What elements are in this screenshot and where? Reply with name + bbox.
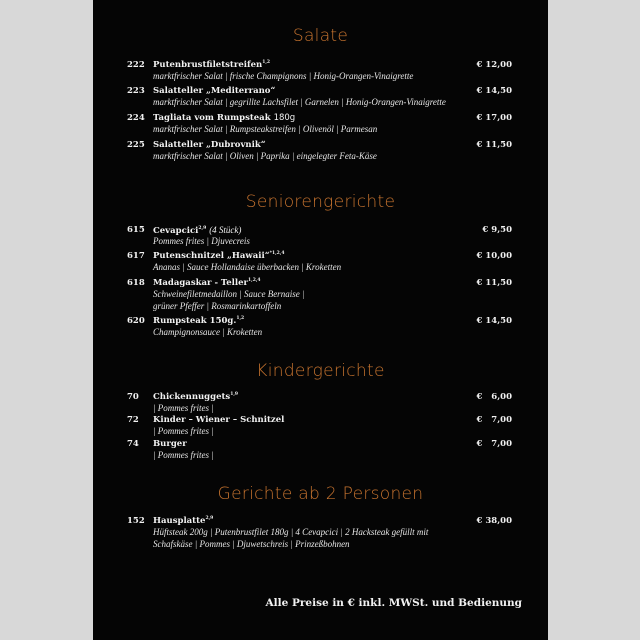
- item-description: Champignonsauce | Kroketten: [153, 327, 263, 337]
- item-price: € 10,00: [476, 251, 512, 261]
- item-name: Putenschnitzel „Hawaii“: [153, 251, 270, 261]
- item-name-line: [153, 316, 244, 326]
- item-name: Chickennuggets: [153, 392, 231, 402]
- item-description: | Pommes frites |: [153, 450, 214, 460]
- allergen-codes: 1,2: [262, 60, 271, 65]
- item-description: Pommes frites | Djuvecreis: [153, 236, 250, 246]
- item-name-line: [153, 86, 275, 96]
- item-price: € 7,00: [476, 439, 512, 449]
- item-price: € 7,00: [476, 415, 512, 425]
- item-price: € 12,00: [476, 60, 512, 70]
- item-description: Ananas | Sauce Hollandaise überbacken | Kroketten: [153, 262, 342, 272]
- item-description: marktfrischer Salat | Oliven | Paprika | eingelegter Feta-Käse: [153, 151, 377, 161]
- item-name-line: [153, 278, 261, 288]
- item-name: Putenbrustfiletstreifen: [153, 60, 263, 70]
- menu-page: [93, 0, 548, 640]
- item-name: Salatteller „Mediterrano“: [153, 86, 276, 96]
- item-price: € 9,50: [482, 225, 512, 235]
- item-price: € 14,50: [476, 316, 512, 326]
- item-number: 618: [127, 278, 145, 288]
- item-name: Salatteller „Dubrovnik“: [153, 140, 266, 150]
- item-name-line: [153, 225, 241, 236]
- item-weight: 180g: [273, 113, 296, 123]
- item-name: Kinder – Wiener – Schnitzel: [153, 415, 285, 425]
- item-description: | Pommes frites |: [153, 403, 214, 413]
- item-number: 617: [127, 251, 145, 261]
- item-name-line: [153, 392, 238, 402]
- item-description: Schafskäse | Pommes | Djuwetschreis | Prinzeßbohnen: [153, 538, 350, 549]
- item-number: 620: [127, 316, 145, 326]
- item-name-line: [153, 415, 284, 425]
- section-heading: Kindergerichte: [256, 361, 385, 381]
- item-name-line: [153, 439, 187, 449]
- allergen-codes: 2,9: [205, 516, 214, 521]
- item-note: (4 Stück): [209, 225, 242, 235]
- item-name-line: [153, 60, 270, 70]
- item-number: 223: [127, 86, 145, 96]
- item-price: € 11,50: [476, 278, 512, 288]
- item-price: € 14,50: [476, 86, 512, 96]
- item-number: 224: [127, 113, 145, 123]
- section-heading: Gerichte ab 2 Personen: [217, 484, 424, 504]
- item-name-line: [153, 516, 213, 526]
- item-description: marktfrischer Salat | Rumpsteakstreifen | Olivenöl | Parmesan: [153, 124, 378, 134]
- item-name-line: [153, 251, 284, 261]
- item-description: grüner Pfeffer | Rosmarinkartoffeln: [153, 300, 282, 311]
- item-name-line: [153, 113, 295, 123]
- item-description: marktfrischer Salat | gegrillte Lachsfilet | Garnelen | Honig-Orangen-Vinaigrette: [153, 97, 446, 107]
- allergen-codes: 1,2,4: [248, 278, 261, 283]
- item-number: 222: [127, 60, 145, 70]
- section-heading: Salate: [292, 26, 349, 46]
- item-number: 72: [127, 415, 139, 425]
- item-description: Hüftsteak 200g | Putenbrustfilet 180g | 4 Cevapcici | 2 Hacksteak gefüllt mit: [153, 527, 429, 537]
- item-name: Tagliata vom Rumpsteak: [153, 113, 271, 123]
- item-name: Burger: [153, 439, 187, 449]
- allergen-codes: 2,9: [198, 226, 207, 231]
- section-heading: Seniorengerichte: [245, 192, 396, 212]
- item-name: Rumpsteak 150g.: [153, 316, 237, 326]
- allergen-codes: *1,2,4: [269, 251, 285, 256]
- price-note: Alle Preise in € inkl. MWSt. und Bedienung: [265, 597, 522, 609]
- item-number: 152: [127, 516, 145, 526]
- item-description: marktfrischer Salat | frische Champignons | Honig-Orangen-Vinaigrette: [153, 71, 414, 81]
- item-description: | Pommes frites |: [153, 426, 214, 436]
- item-price: € 38,00: [476, 516, 512, 526]
- item-number: 225: [127, 140, 145, 150]
- item-name: Cevapcici: [153, 226, 199, 236]
- item-price: € 17,00: [476, 113, 512, 123]
- item-name: Hausplatte: [153, 516, 206, 526]
- allergen-codes: 1,2: [236, 316, 245, 321]
- allergen-codes: 1,9: [230, 392, 239, 397]
- item-price: € 11,50: [476, 140, 512, 150]
- item-price: € 6,00: [476, 392, 512, 402]
- item-name-line: [153, 140, 266, 150]
- item-name: Madagaskar - Teller: [153, 278, 249, 288]
- item-number: 70: [127, 392, 139, 402]
- item-description: Schweinefiletmedaillon | Sauce Bernaise |: [153, 289, 305, 299]
- item-number: 74: [127, 439, 139, 449]
- item-number: 615: [127, 225, 145, 235]
